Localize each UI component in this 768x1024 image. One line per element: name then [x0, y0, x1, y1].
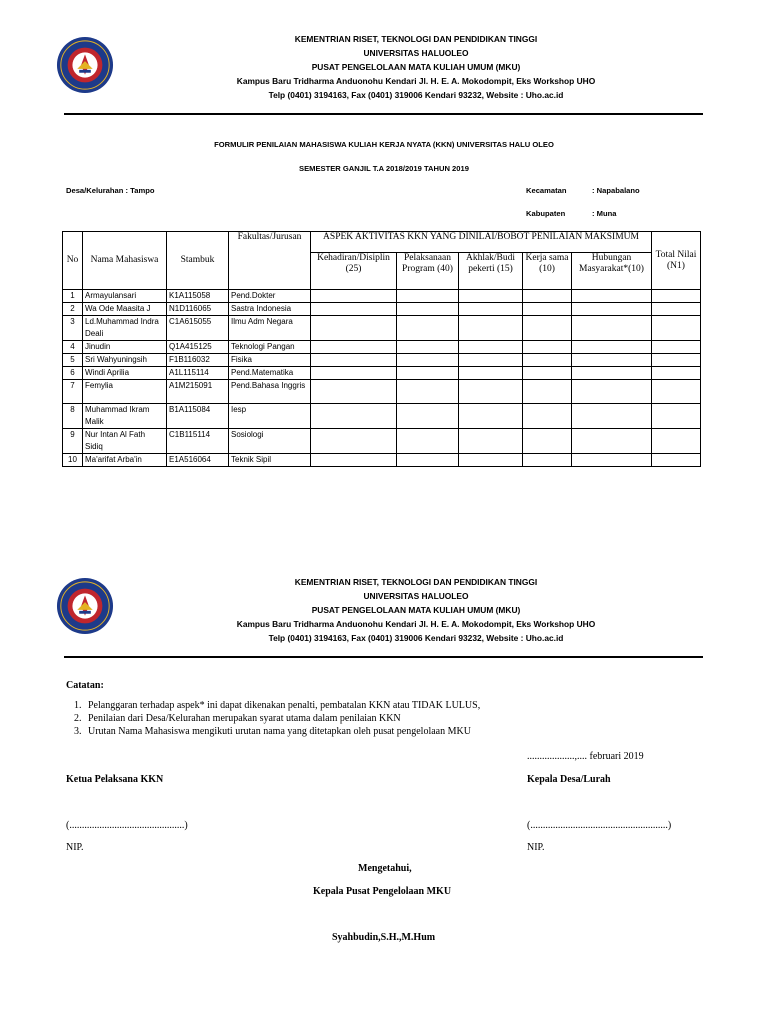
score-cell[interactable] [459, 303, 523, 316]
notes-heading: Catatan: [66, 680, 104, 691]
score-cell[interactable] [311, 303, 397, 316]
score-cell[interactable] [652, 316, 701, 341]
table-row [63, 354, 701, 367]
faculty: Sosiologi [229, 429, 311, 454]
header-pelaksanaan: Pelaksanaan Program (40) [397, 253, 459, 290]
score-cell[interactable] [459, 429, 523, 454]
kecamatan-value: : Napabalano [592, 186, 640, 195]
student-id: C1A615055 [167, 316, 229, 341]
student-name: Ma'arifat Arba'in [83, 454, 167, 467]
header-no: No [63, 232, 83, 290]
score-cell[interactable] [311, 341, 397, 354]
left-nip: NIP. [66, 842, 84, 853]
student-name: Sri Wahyuningsih [83, 354, 167, 367]
center-name: PUSAT PENGELOLAAN MATA KULIAH UMUM (MKU) [311, 605, 521, 615]
score-cell[interactable] [652, 303, 701, 316]
score-cell[interactable] [523, 404, 572, 429]
header-hubungan: Hubungan Masyarakat*(10) [572, 253, 652, 290]
table-body [63, 290, 701, 467]
faculty: Iesp [229, 404, 311, 429]
table-row [63, 404, 701, 429]
student-id: F1B116032 [167, 354, 229, 367]
ministry-name: KEMENTRIAN RISET, TEKNOLOGI DAN PENDIDIKAN TINGGI [294, 34, 538, 44]
row-number: 10 [63, 454, 83, 467]
table-row [63, 290, 701, 303]
score-cell[interactable] [459, 290, 523, 303]
score-cell[interactable] [397, 404, 459, 429]
score-cell[interactable] [397, 380, 459, 404]
score-cell[interactable] [523, 316, 572, 341]
score-cell[interactable] [311, 429, 397, 454]
score-cell[interactable] [572, 316, 652, 341]
score-cell[interactable] [459, 404, 523, 429]
score-cell[interactable] [397, 316, 459, 341]
table-row [63, 367, 701, 380]
row-number: 5 [63, 354, 83, 367]
score-cell[interactable] [311, 404, 397, 429]
student-name: Armayulansari [83, 290, 167, 303]
score-cell[interactable] [652, 354, 701, 367]
student-name: Nur Intan Al Fath Sidiq [83, 429, 167, 454]
score-cell[interactable] [523, 367, 572, 380]
student-id: Q1A415125 [167, 341, 229, 354]
score-cell[interactable] [652, 380, 701, 404]
row-number: 4 [63, 341, 83, 354]
student-name: Wa Ode Maasita J [83, 303, 167, 316]
score-cell[interactable] [572, 354, 652, 367]
assessment-table [62, 231, 701, 467]
score-cell[interactable] [397, 303, 459, 316]
table-row [63, 429, 701, 454]
row-number: 1 [63, 290, 83, 303]
mengetahui-label: Mengetahui, [358, 863, 412, 874]
student-id: K1A115058 [167, 290, 229, 303]
score-cell[interactable] [397, 290, 459, 303]
faculty: Teknik Sipil [229, 454, 311, 467]
form-title: FORMULIR PENILAIAN MAHASISWA KULIAH KERJA NYATA (KKN) UNIVERSITAS HALU OLEO [214, 140, 554, 149]
score-cell[interactable] [572, 290, 652, 303]
row-number: 9 [63, 429, 83, 454]
score-cell[interactable] [459, 316, 523, 341]
score-cell[interactable] [652, 429, 701, 454]
score-cell[interactable] [572, 429, 652, 454]
table-row [63, 341, 701, 354]
score-cell[interactable] [459, 341, 523, 354]
notes-section [66, 680, 480, 738]
student-id: N1D116065 [167, 303, 229, 316]
score-cell[interactable] [397, 354, 459, 367]
score-cell[interactable] [459, 380, 523, 404]
score-cell[interactable] [523, 429, 572, 454]
note-item: 3. Urutan Nama Mahasiswa mengikuti urutan nama yang ditetapkan oleh pusat pengelolaan MKU [84, 725, 480, 738]
score-cell[interactable] [397, 454, 459, 467]
university-name: UNIVERSITAS HALUOLEO [363, 48, 469, 58]
score-cell[interactable] [459, 354, 523, 367]
student-id: E1A516064 [167, 454, 229, 467]
header-nama: Nama Mahasiswa [83, 232, 167, 290]
score-cell[interactable] [652, 404, 701, 429]
score-cell[interactable] [523, 290, 572, 303]
score-cell[interactable] [459, 454, 523, 467]
kabupaten-value: : Muna [592, 209, 617, 218]
faculty: Fisika [229, 354, 311, 367]
faculty: Pend.Dokter [229, 290, 311, 303]
score-cell[interactable] [652, 367, 701, 380]
campus-address: Kampus Baru Tridharma Anduonohu Kendari Jl. H. E. A. Mokodompit, Eks Workshop UHO [236, 619, 596, 629]
head-title: Kepala Pusat Pengelolaan MKU [313, 886, 452, 897]
faculty: Ilmu Adm Negara [229, 316, 311, 341]
campus-address: Kampus Baru Tridharma Anduonohu Kendari Jl. H. E. A. Mokodompit, Eks Workshop UHO [236, 76, 596, 86]
student-name: Ld.Muhammad Indra Deali [83, 316, 167, 341]
score-cell[interactable] [397, 341, 459, 354]
kecamatan-label: Kecamatan [526, 186, 567, 195]
score-cell[interactable] [523, 354, 572, 367]
score-cell[interactable] [652, 454, 701, 467]
university-logo-icon [56, 36, 114, 94]
right-signature-line: (.......................................................) [527, 820, 672, 831]
score-cell[interactable] [523, 454, 572, 467]
score-cell[interactable] [572, 454, 652, 467]
score-cell[interactable] [311, 290, 397, 303]
row-number: 3 [63, 316, 83, 341]
score-cell[interactable] [572, 404, 652, 429]
table-row [63, 316, 701, 341]
faculty: Pend.Bahasa Inggris [229, 380, 311, 404]
header-total: Total Nilai (N1) [652, 232, 701, 290]
score-cell[interactable] [572, 380, 652, 404]
score-cell[interactable] [397, 367, 459, 380]
left-signature-line: (..............................................) [66, 820, 188, 831]
header-kehadiran: Kehadiran/Disiplin (25) [311, 253, 397, 290]
form-semester: SEMESTER GANJIL T.A 2018/2019 TAHUN 2019 [299, 164, 469, 173]
right-nip: NIP. [527, 842, 545, 853]
header-divider [64, 113, 703, 115]
student-id: A1L115114 [167, 367, 229, 380]
score-cell[interactable] [311, 380, 397, 404]
header-fakultas: Fakultas/Jurusan [229, 232, 311, 290]
score-cell[interactable] [572, 303, 652, 316]
score-cell[interactable] [311, 454, 397, 467]
student-name: Muhammad Ikram Malik [83, 404, 167, 429]
faculty: Teknologi Pangan [229, 341, 311, 354]
table-row [63, 454, 701, 467]
row-number: 8 [63, 404, 83, 429]
score-cell[interactable] [311, 354, 397, 367]
score-cell[interactable] [572, 341, 652, 354]
right-signatory-title: Kepala Desa/Lurah [527, 774, 611, 785]
score-cell[interactable] [523, 303, 572, 316]
note-item: 2. Penilaian dari Desa/Kelurahan merupakan syarat utama dalam penilaian KKN [84, 712, 480, 725]
score-cell[interactable] [311, 367, 397, 380]
student-id: C1B115114 [167, 429, 229, 454]
score-cell[interactable] [652, 290, 701, 303]
desa-info: Desa/Kelurahan : Tampo [66, 186, 155, 195]
student-id: B1A115084 [167, 404, 229, 429]
head-name: Syahbudin,S.H.,M.Hum [332, 932, 436, 943]
row-number: 6 [63, 367, 83, 380]
faculty: Sastra Indonesia [229, 303, 311, 316]
score-cell[interactable] [459, 367, 523, 380]
left-signatory-title: Ketua Pelaksana KKN [66, 774, 164, 785]
score-cell[interactable] [523, 380, 572, 404]
student-name: Femylia [83, 380, 167, 404]
score-cell[interactable] [572, 367, 652, 380]
header-aspek: ASPEK AKTIVITAS KKN YANG DINILAI/BOBOT PENILAIAN MAKSIMUM [311, 232, 652, 253]
row-number: 2 [63, 303, 83, 316]
row-number: 7 [63, 380, 83, 404]
note-item: 1. Pelanggaran terhadap aspek* ini dapat dikenakan penalti, pembatalan KKN atau TIDAK LULUS, [84, 699, 480, 712]
header-divider [64, 656, 703, 658]
student-id: A1M215091 [167, 380, 229, 404]
student-name: Jinudin [83, 341, 167, 354]
student-name: Windi Aprilia [83, 367, 167, 380]
contact-info: Telp (0401) 3194163, Fax (0401) 319006 Kendari 93232, Website : Uho.ac.id [268, 633, 564, 643]
table-row [63, 380, 701, 404]
table-row [63, 303, 701, 316]
score-cell[interactable] [311, 316, 397, 341]
contact-info: Telp (0401) 3194163, Fax (0401) 319006 Kendari 93232, Website : Uho.ac.id [268, 90, 564, 100]
university-name: UNIVERSITAS HALUOLEO [363, 591, 469, 601]
letterhead-top [56, 30, 706, 100]
ministry-name: KEMENTRIAN RISET, TEKNOLOGI DAN PENDIDIKAN TINGGI [294, 577, 538, 587]
header-stambuk: Stambuk [167, 232, 229, 290]
score-cell[interactable] [397, 429, 459, 454]
center-name: PUSAT PENGELOLAAN MATA KULIAH UMUM (MKU) [311, 62, 521, 72]
score-cell[interactable] [523, 341, 572, 354]
kabupaten-label: Kabupaten [526, 209, 566, 218]
letterhead-bottom [56, 573, 706, 643]
score-cell[interactable] [652, 341, 701, 354]
faculty: Pend.Matematika [229, 367, 311, 380]
header-akhlak: Akhlak/Budi pekerti (15) [459, 253, 523, 290]
header-kerja: Kerja sama (10) [523, 253, 572, 290]
signature-date: ...................,.... februari 2019 [527, 751, 644, 762]
university-logo-icon [56, 577, 114, 635]
